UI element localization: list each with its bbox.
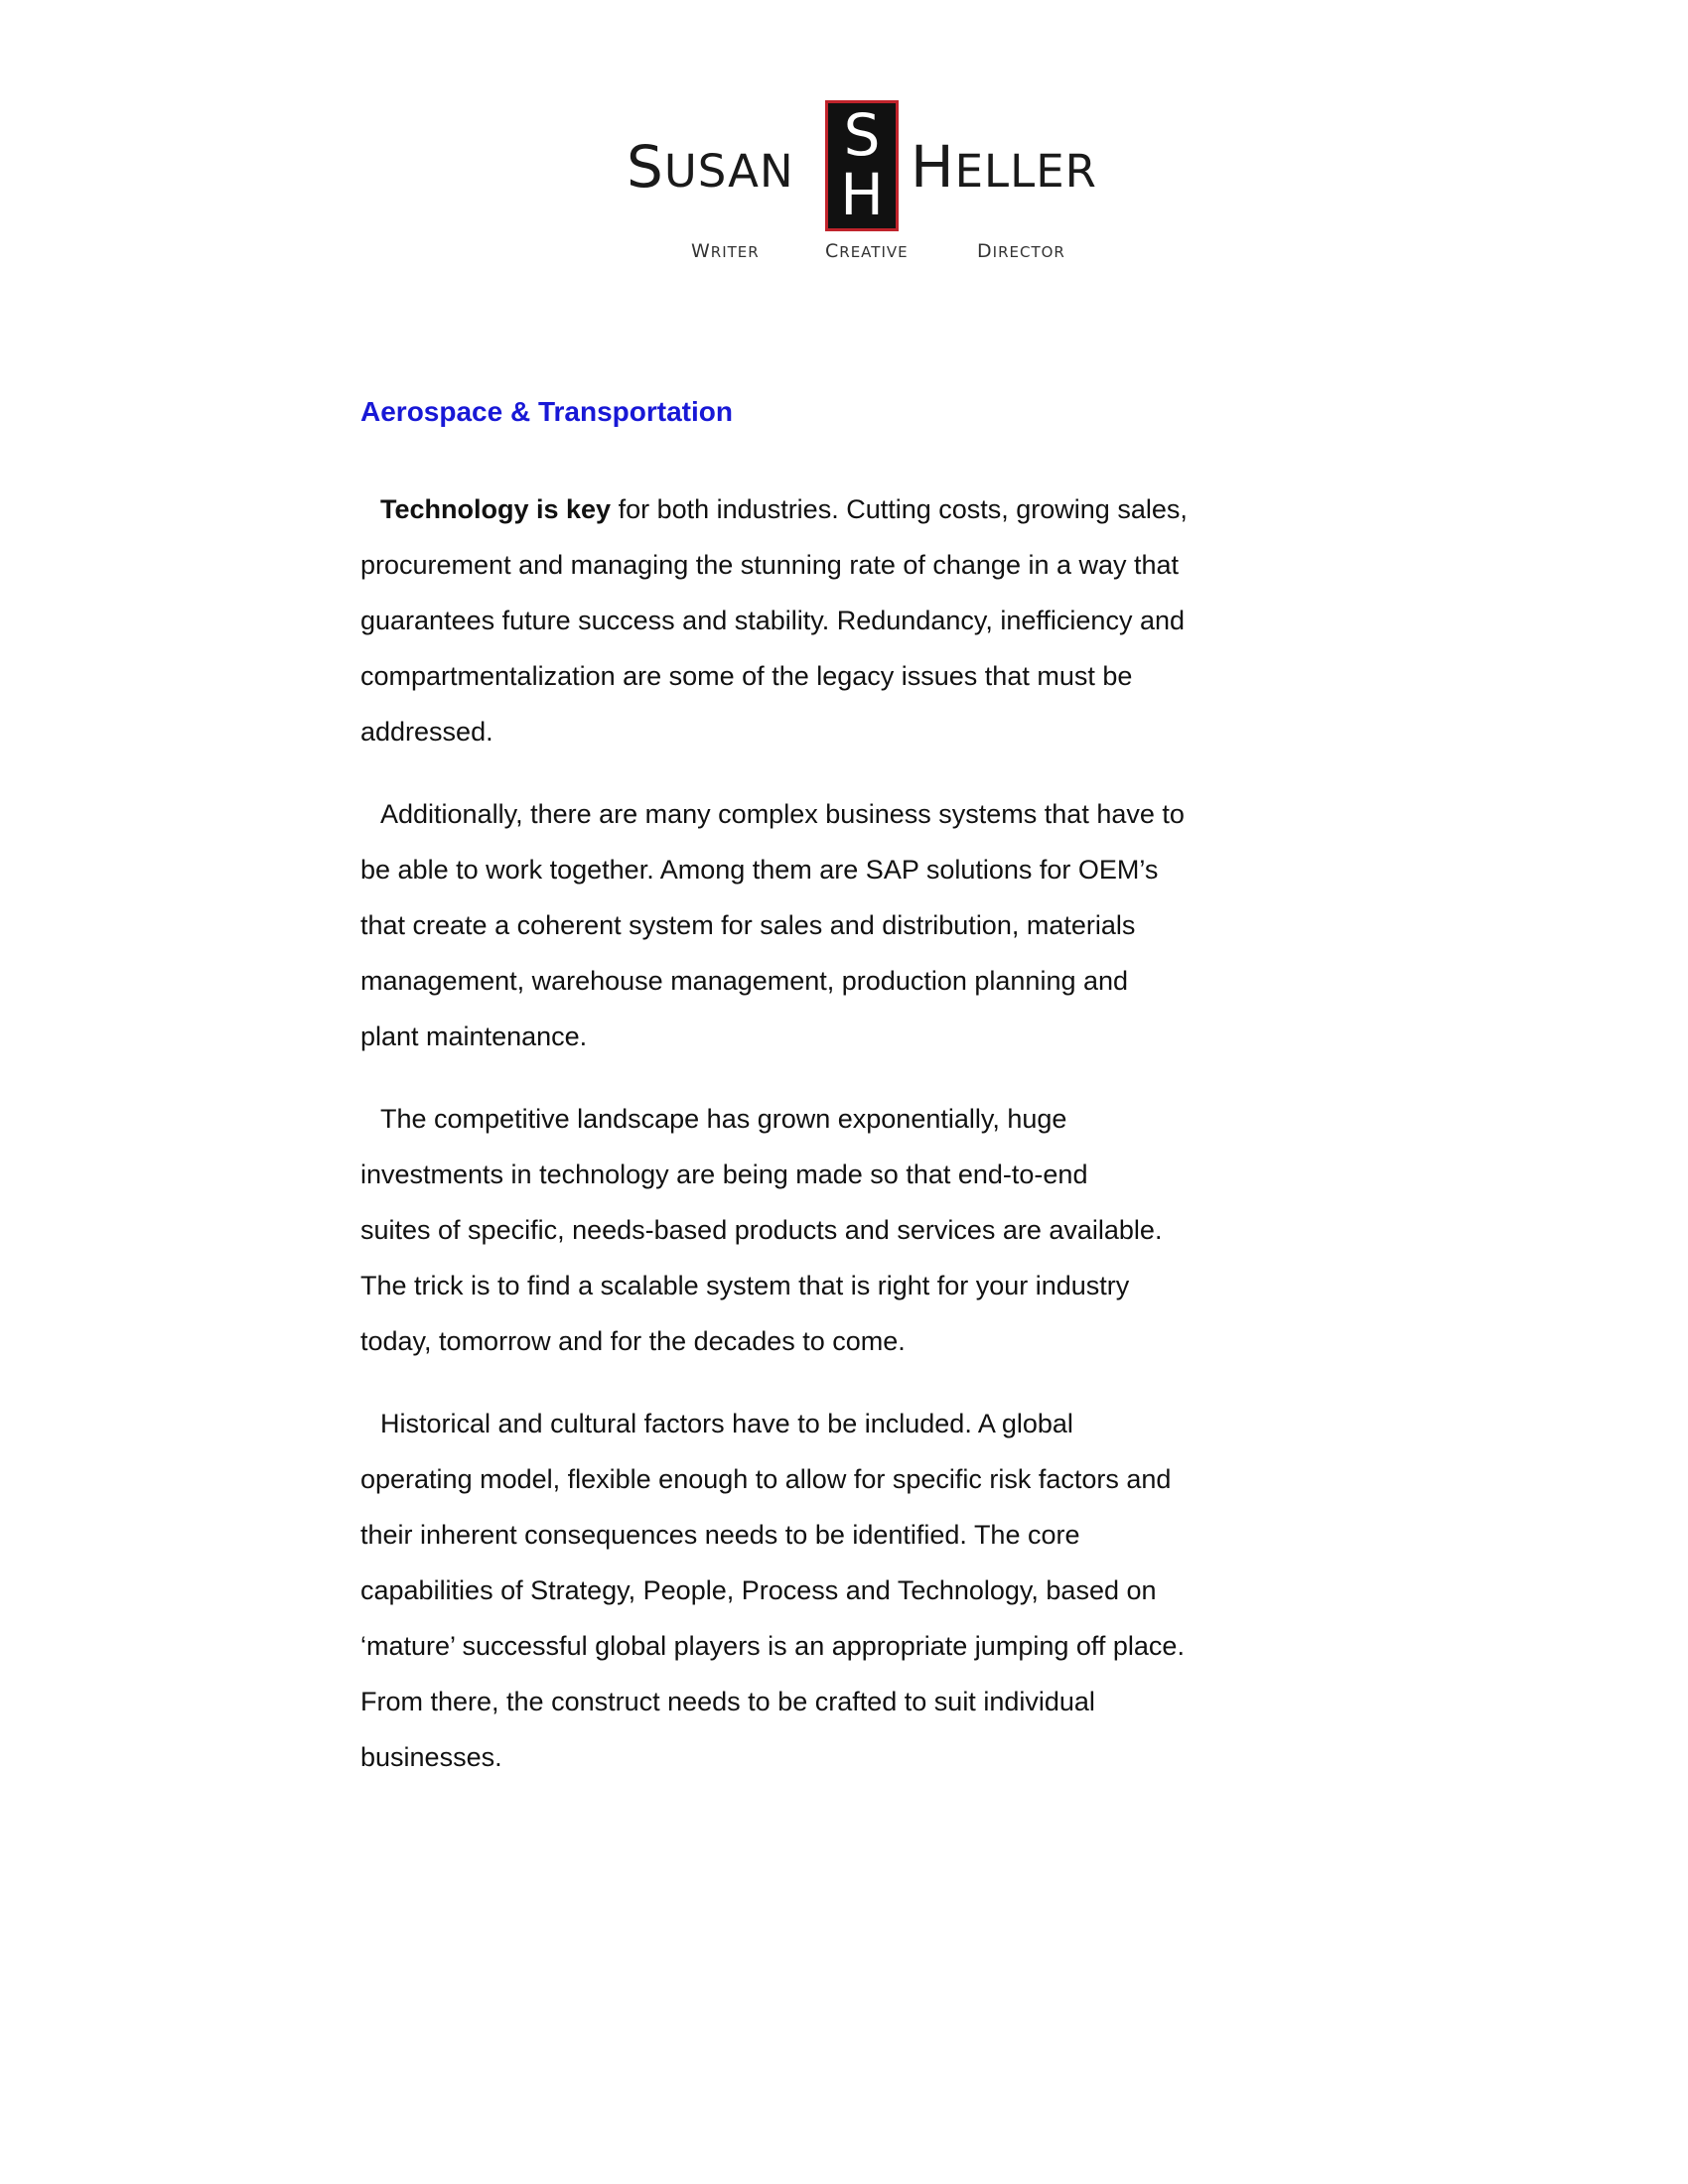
logo-last-initial: H (911, 133, 955, 201)
paragraph-4 (360, 1396, 1254, 1785)
paragraph-line: that create a coherent system for sales and distribution, materials (360, 910, 1136, 940)
paragraph-line: today, tomorrow and for the decades to come. (360, 1326, 906, 1356)
document-body (360, 392, 1254, 1812)
logo-last-name (911, 133, 1097, 202)
monogram-letter-bottom: H (840, 161, 884, 228)
paragraph-line: ‘mature’ successful global players is an appropriate jumping off place. (360, 1631, 1185, 1661)
paragraph-line: investments in technology are being made so that end-to-end (360, 1160, 1088, 1189)
monogram-logo (825, 100, 899, 231)
tagline-writer-initial: W (691, 240, 711, 262)
line-text: for both industries. Cutting costs, growing sales, (611, 494, 1188, 524)
paragraph-line: From there, the construct needs to be crafted to suit individual (360, 1687, 1095, 1716)
paragraph-line: businesses. (360, 1742, 502, 1772)
paragraph-line: Historical and cultural factors have to be included. A global (380, 1409, 1073, 1438)
paragraph-line: capabilities of Strategy, People, Process and Technology, based on (360, 1575, 1157, 1605)
paragraph-line: suites of specific, needs-based products and services are available. (360, 1215, 1163, 1245)
paragraph-line: addressed. (360, 717, 493, 747)
tagline-writer (691, 240, 760, 263)
section-title: Aerospace & Transportation (360, 396, 733, 427)
logo-first-rest: USAN (663, 145, 794, 198)
paragraph-line (360, 481, 1254, 537)
paragraph-line: procurement and managing the stunning rate of change in a way that (360, 550, 1180, 580)
tagline-director-initial: D (977, 240, 993, 262)
paragraph-line: management, warehouse management, production planning and (360, 966, 1129, 996)
tagline-director (977, 240, 1065, 263)
letterhead (0, 0, 1688, 298)
paragraph-line: guarantees future success and stability. Redundancy, inefficiency and (360, 606, 1185, 635)
paragraph-line: compartmentalization are some of the legacy issues that must be (360, 661, 1133, 691)
monogram-letter-top: S (843, 101, 881, 169)
tagline-writer-rest: RITER (710, 243, 760, 261)
tagline-creative-rest: REATIVE (839, 243, 909, 261)
paragraph-2 (360, 786, 1254, 1064)
logo-first-initial: S (627, 133, 664, 201)
lead-phrase: Technology is key (380, 494, 612, 524)
logo-first-name (627, 133, 794, 202)
tagline-creative (825, 240, 909, 263)
paragraph-line: operating model, flexible enough to allow for specific risk factors and (360, 1464, 1172, 1494)
logo-last-rest: ELLER (954, 145, 1097, 198)
paragraph-line: plant maintenance. (360, 1022, 588, 1051)
tagline-director-rest: IRECTOR (992, 243, 1065, 261)
paragraph-line: be able to work together. Among them are SAP solutions for OEM’s (360, 855, 1159, 885)
paragraph-3 (360, 1091, 1254, 1369)
tagline-creative-initial: C (825, 240, 840, 262)
paragraph-line: The competitive landscape has grown exponentially, huge (380, 1104, 1067, 1134)
paragraph-1 (360, 481, 1254, 759)
paragraph-line: their inherent consequences needs to be identified. The core (360, 1520, 1080, 1550)
paragraph-line: Additionally, there are many complex business systems that have to (380, 799, 1185, 829)
paragraph-line: The trick is to find a scalable system that is right for your industry (360, 1271, 1130, 1300)
